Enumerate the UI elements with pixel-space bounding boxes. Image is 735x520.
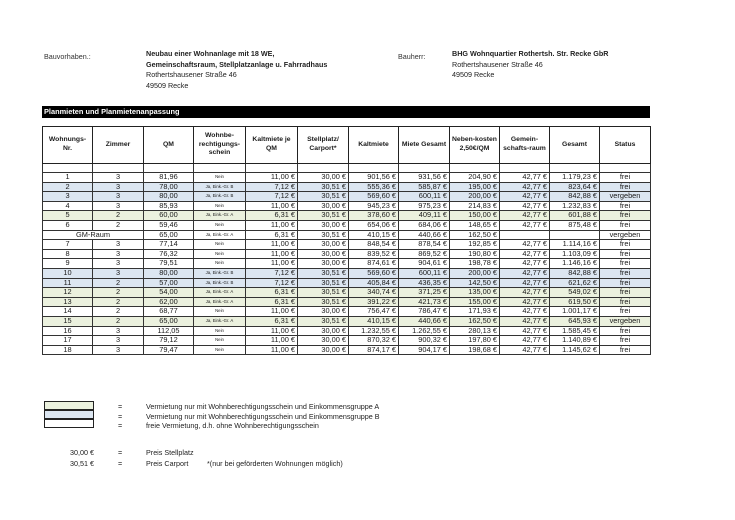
cell-zimmer: 2 <box>93 278 144 288</box>
cell-wbs: Ja, Eink.-Gr. A <box>194 297 246 307</box>
cell-wbs: Nein <box>194 173 246 183</box>
cell-gemeinschaftsraum <box>500 230 550 240</box>
cell-stellplatz: 30,00 € <box>298 201 349 211</box>
cell-stellplatz: 30,00 € <box>298 336 349 346</box>
cell-wbs: Ja, Eink.-Gr. B <box>194 278 246 288</box>
legend-swatch-free <box>44 419 94 428</box>
cell-gemeinschaftsraum: 42,77 € <box>500 192 550 202</box>
col-header-miete-gesamt: Miete Gesamt <box>399 127 450 164</box>
table-row <box>43 336 651 346</box>
cell-miete-gesamt: 931,56 € <box>399 173 450 183</box>
cell-status: frei <box>600 211 651 221</box>
cell-gemeinschaftsraum: 42,77 € <box>500 336 550 346</box>
cell-kaltmiete: 410,15 € <box>349 230 399 240</box>
price-carport-label: Preis Carport <box>146 459 189 468</box>
cell-zimmer: 3 <box>93 345 144 355</box>
cell-nebenkosten: 162,50 € <box>450 230 500 240</box>
cell-zimmer: 3 <box>93 173 144 183</box>
cell-kaltmiete: 410,15 € <box>349 316 399 326</box>
cell-kaltmiete-je-qm: 11,00 € <box>246 326 298 336</box>
cell-zimmer: 3 <box>93 201 144 211</box>
cell-gesamt: 601,88 € <box>550 211 600 221</box>
cell-kaltmiete: 1.232,55 € <box>349 326 399 336</box>
cell-status: frei <box>600 259 651 269</box>
blank-row <box>43 164 651 173</box>
cell-kaltmiete-je-qm: 6,31 € <box>246 297 298 307</box>
table-row <box>43 230 651 240</box>
table-header-row <box>43 127 651 164</box>
cell-zimmer: 3 <box>93 268 144 278</box>
cell-gemeinschaftsraum: 42,77 € <box>500 268 550 278</box>
cell-wohnungs-nr: 12 <box>43 288 93 298</box>
project-street: Rothertshausener Straße 46 <box>146 70 237 79</box>
cell-zimmer: 2 <box>93 297 144 307</box>
col-header-zimmer: Zimmer <box>93 127 144 164</box>
cell-gesamt: 842,88 € <box>550 268 600 278</box>
cell-nebenkosten: 162,50 € <box>450 316 500 326</box>
cell-miete-gesamt: 440,66 € <box>399 316 450 326</box>
cell-wbs: Nein <box>194 307 246 317</box>
legend-swatch-group-a <box>44 401 94 410</box>
table-row <box>43 240 651 250</box>
project-description <box>146 49 327 91</box>
cell-miete-gesamt: 440,66 € <box>399 230 450 240</box>
cell-gesamt: 645,93 € <box>550 316 600 326</box>
cell-kaltmiete: 874,61 € <box>349 259 399 269</box>
cell-qm: 60,00 <box>144 211 194 221</box>
cell-stellplatz: 30,51 € <box>298 297 349 307</box>
cell-stellplatz: 30,00 € <box>298 326 349 336</box>
cell-miete-gesamt: 869,52 € <box>399 249 450 259</box>
cell-stellplatz: 30,51 € <box>298 288 349 298</box>
cell-wohnungs-nr: 11 <box>43 278 93 288</box>
cell-gemeinschaftsraum: 42,77 € <box>500 307 550 317</box>
cell-gemeinschaftsraum: 42,77 € <box>500 278 550 288</box>
cell-wohnungs-nr: 9 <box>43 259 93 269</box>
cell-kaltmiete-je-qm: 11,00 € <box>246 201 298 211</box>
cell-wbs: Nein <box>194 259 246 269</box>
table-row <box>43 201 651 211</box>
cell-kaltmiete: 756,47 € <box>349 307 399 317</box>
cell-status: frei <box>600 278 651 288</box>
cell-gemeinschaftsraum: 42,77 € <box>500 288 550 298</box>
cell-wbs: Nein <box>194 249 246 259</box>
table-row <box>43 307 651 317</box>
cell-gemeinschaftsraum: 42,77 € <box>500 316 550 326</box>
cell-gesamt: 1.145,62 € <box>550 345 600 355</box>
cell-nebenkosten: 192,85 € <box>450 240 500 250</box>
cell-kaltmiete-je-qm: 7,12 € <box>246 192 298 202</box>
cell-miete-gesamt: 409,11 € <box>399 211 450 221</box>
cell-kaltmiete-je-qm: 11,00 € <box>246 240 298 250</box>
legend-swatch-group-b <box>44 410 94 419</box>
cell-nebenkosten: 198,78 € <box>450 259 500 269</box>
cell-stellplatz: 30,51 € <box>298 316 349 326</box>
cell-nebenkosten: 155,00 € <box>450 297 500 307</box>
cell-wohnungs-nr: 7 <box>43 240 93 250</box>
cell-gesamt: 842,88 € <box>550 192 600 202</box>
cell-nebenkosten: 195,00 € <box>450 182 500 192</box>
table-row <box>43 211 651 221</box>
cell-gesamt: 823,64 € <box>550 182 600 192</box>
table-row <box>43 192 651 202</box>
owner-name: BHG Wohnquartier Rothertsh. Str. Recke GbR <box>452 49 609 58</box>
cell-zimmer: 3 <box>93 336 144 346</box>
cell-nebenkosten: 200,00 € <box>450 192 500 202</box>
table-row <box>43 316 651 326</box>
cell-gesamt <box>550 230 600 240</box>
cell-kaltmiete: 569,60 € <box>349 268 399 278</box>
cell-gemeinschaftsraum: 42,77 € <box>500 259 550 269</box>
cell-miete-gesamt: 585,87 € <box>399 182 450 192</box>
price-carport-value: 30,51 € <box>70 459 94 468</box>
cell-miete-gesamt: 371,25 € <box>399 288 450 298</box>
cell-status: frei <box>600 297 651 307</box>
col-header-gemeinschaftsraum: Gemein-schafts-raum <box>500 127 550 164</box>
cell-kaltmiete: 555,36 € <box>349 182 399 192</box>
cell-stellplatz: 30,00 € <box>298 220 349 230</box>
legend-equals: = <box>118 421 123 430</box>
cell-wohnungs-nr: 6 <box>43 220 93 230</box>
table-row <box>43 249 651 259</box>
col-header-kaltmiete: Kaltmiete <box>349 127 399 164</box>
cell-kaltmiete-je-qm: 11,00 € <box>246 336 298 346</box>
table-row <box>43 220 651 230</box>
cell-wohnungs-nr: 17 <box>43 336 93 346</box>
cell-stellplatz: 30,51 € <box>298 211 349 221</box>
cell-status: frei <box>600 326 651 336</box>
cell-qm: 57,00 <box>144 278 194 288</box>
cell-status: frei <box>600 249 651 259</box>
cell-gemeinschaftsraum: 42,77 € <box>500 173 550 183</box>
cell-zimmer: 3 <box>93 192 144 202</box>
cell-wohnungs-nr: 2 <box>43 182 93 192</box>
cell-gemeinschaftsraum: 42,77 € <box>500 249 550 259</box>
cell-miete-gesamt: 436,35 € <box>399 278 450 288</box>
cell-kaltmiete: 391,22 € <box>349 297 399 307</box>
cell-gesamt: 621,62 € <box>550 278 600 288</box>
cell-gesamt: 1.585,45 € <box>550 326 600 336</box>
cell-miete-gesamt: 904,61 € <box>399 259 450 269</box>
cell-kaltmiete: 405,84 € <box>349 278 399 288</box>
legend-equals: = <box>118 412 123 421</box>
cell-wohnungs-nr: 10 <box>43 268 93 278</box>
cell-zimmer: 2 <box>93 288 144 298</box>
section-title-bar: Planmieten und Planmietenanpassung <box>42 106 650 118</box>
cell-wohnungs-nr: 4 <box>43 201 93 211</box>
cell-qm: 78,00 <box>144 182 194 192</box>
cell-status: frei <box>600 307 651 317</box>
cell-miete-gesamt: 600,11 € <box>399 268 450 278</box>
cell-kaltmiete-je-qm: 11,00 € <box>246 345 298 355</box>
cell-kaltmiete: 870,32 € <box>349 336 399 346</box>
cell-qm: 112,05 <box>144 326 194 336</box>
cell-wohnungs-nr: 8 <box>43 249 93 259</box>
cell-gemeinschaftsraum: 42,77 € <box>500 345 550 355</box>
owner-city: 49509 Recke <box>452 70 495 79</box>
cell-zimmer: 2 <box>93 316 144 326</box>
cell-kaltmiete-je-qm: 11,00 € <box>246 220 298 230</box>
cell-wohnungs-nr: GM-Raum <box>43 230 144 240</box>
cell-gemeinschaftsraum: 42,77 € <box>500 182 550 192</box>
table-row <box>43 288 651 298</box>
cell-kaltmiete-je-qm: 6,31 € <box>246 211 298 221</box>
cell-miete-gesamt: 786,47 € <box>399 307 450 317</box>
cell-stellplatz: 30,00 € <box>298 307 349 317</box>
owner-street: Rothertshausener Straße 46 <box>452 59 543 69</box>
cell-kaltmiete: 945,23 € <box>349 201 399 211</box>
cell-stellplatz: 30,51 € <box>298 278 349 288</box>
cell-gemeinschaftsraum: 42,77 € <box>500 297 550 307</box>
legend-text-free: freie Vermietung, d.h. ohne Wohnberechtigungsschein <box>146 421 319 430</box>
table-row <box>43 259 651 269</box>
cell-kaltmiete-je-qm: 11,00 € <box>246 249 298 259</box>
project-city: 49509 Recke <box>146 80 189 90</box>
table-row <box>43 297 651 307</box>
cell-nebenkosten: 142,50 € <box>450 278 500 288</box>
cell-qm: 79,51 <box>144 259 194 269</box>
cell-kaltmiete: 839,52 € <box>349 249 399 259</box>
cell-status: frei <box>600 240 651 250</box>
legend-text-group-a: Vermietung nur mit Wohnberechtigungsschein und Einkommensgruppe A <box>146 402 380 411</box>
cell-stellplatz: 30,00 € <box>298 249 349 259</box>
legend-text-group-b: Vermietung nur mit Wohnberechtigungsschein und Einkommensgruppe B <box>146 412 380 421</box>
cell-miete-gesamt: 1.262,55 € <box>399 326 450 336</box>
price-stellplatz-value: 30,00 € <box>70 448 94 457</box>
table-body <box>43 164 651 355</box>
cell-wohnungs-nr: 13 <box>43 297 93 307</box>
cell-wbs: Ja, Eink.-Gr. A <box>194 288 246 298</box>
cell-kaltmiete-je-qm: 11,00 € <box>246 307 298 317</box>
cell-qm: 65,00 <box>144 230 194 240</box>
cell-status: frei <box>600 288 651 298</box>
project-label: Bauvorhaben.: <box>44 52 91 61</box>
cell-status: frei <box>600 345 651 355</box>
owner-label: Bauherr: <box>398 52 426 61</box>
price-carport-note: *(nur bei geförderten Wohnungen möglich) <box>207 459 343 468</box>
cell-gesamt: 619,50 € <box>550 297 600 307</box>
cell-zimmer: 3 <box>93 240 144 250</box>
cell-gemeinschaftsraum: 42,77 € <box>500 326 550 336</box>
cell-nebenkosten: 148,65 € <box>450 220 500 230</box>
cell-status: vergeben <box>600 316 651 326</box>
cell-gemeinschaftsraum: 42,77 € <box>500 220 550 230</box>
cell-qm: 65,00 <box>144 316 194 326</box>
cell-gesamt: 1.001,17 € <box>550 307 600 317</box>
cell-wohnungs-nr: 15 <box>43 316 93 326</box>
cell-miete-gesamt: 900,32 € <box>399 336 450 346</box>
cell-wbs: Ja, Eink.-Gr. B <box>194 192 246 202</box>
cell-kaltmiete: 378,60 € <box>349 211 399 221</box>
cell-kaltmiete: 340,74 € <box>349 288 399 298</box>
legend-equals: = <box>118 402 123 411</box>
price-stellplatz-label: Preis Stellplatz <box>146 448 194 457</box>
legend-equals: = <box>118 448 123 457</box>
cell-kaltmiete-je-qm: 11,00 € <box>246 259 298 269</box>
cell-nebenkosten: 204,90 € <box>450 173 500 183</box>
cell-kaltmiete-je-qm: 6,31 € <box>246 288 298 298</box>
cell-gesamt: 1.114,16 € <box>550 240 600 250</box>
cell-zimmer: 2 <box>93 307 144 317</box>
cell-wbs: Ja, Eink.-Gr. A <box>194 316 246 326</box>
cell-kaltmiete-je-qm: 7,12 € <box>246 268 298 278</box>
cell-stellplatz: 30,00 € <box>298 345 349 355</box>
cell-kaltmiete-je-qm: 6,31 € <box>246 230 298 240</box>
cell-nebenkosten: 198,68 € <box>450 345 500 355</box>
cell-wbs: Nein <box>194 336 246 346</box>
col-header-wohnungs-nr: Wohnungs-Nr. <box>43 127 93 164</box>
cell-status: frei <box>600 336 651 346</box>
project-line-1: Neubau einer Wohnanlage mit 18 WE, <box>146 49 275 58</box>
cell-kaltmiete-je-qm: 7,12 € <box>246 278 298 288</box>
cell-gesamt: 549,02 € <box>550 288 600 298</box>
cell-qm: 80,00 <box>144 268 194 278</box>
cell-kaltmiete: 848,54 € <box>349 240 399 250</box>
cell-miete-gesamt: 684,06 € <box>399 220 450 230</box>
cell-status: frei <box>600 268 651 278</box>
cell-nebenkosten: 197,80 € <box>450 336 500 346</box>
col-header-qm: QM <box>144 127 194 164</box>
cell-gesamt: 1.146,16 € <box>550 259 600 269</box>
rent-table <box>42 126 651 355</box>
cell-kaltmiete: 901,56 € <box>349 173 399 183</box>
cell-zimmer: 2 <box>93 211 144 221</box>
cell-nebenkosten: 200,00 € <box>450 268 500 278</box>
table-row <box>43 345 651 355</box>
cell-gemeinschaftsraum: 42,77 € <box>500 240 550 250</box>
cell-wbs: Ja, Eink.-Gr. B <box>194 182 246 192</box>
table-row <box>43 173 651 183</box>
cell-kaltmiete: 874,17 € <box>349 345 399 355</box>
col-header-wbs: Wohnbe-rechtigungs-schein <box>194 127 246 164</box>
cell-gemeinschaftsraum: 42,77 € <box>500 211 550 221</box>
cell-status: frei <box>600 173 651 183</box>
cell-wbs: Nein <box>194 326 246 336</box>
cell-gesamt: 1.140,89 € <box>550 336 600 346</box>
cell-wohnungs-nr: 5 <box>43 211 93 221</box>
cell-qm: 80,00 <box>144 192 194 202</box>
cell-gesamt: 1.232,83 € <box>550 201 600 211</box>
cell-gemeinschaftsraum: 42,77 € <box>500 201 550 211</box>
cell-stellplatz: 30,00 € <box>298 173 349 183</box>
cell-kaltmiete-je-qm: 11,00 € <box>246 173 298 183</box>
cell-nebenkosten: 150,00 € <box>450 211 500 221</box>
table-row <box>43 182 651 192</box>
cell-gesamt: 875,48 € <box>550 220 600 230</box>
cell-status: vergeben <box>600 192 651 202</box>
cell-stellplatz: 30,51 € <box>298 192 349 202</box>
cell-qm: 79,47 <box>144 345 194 355</box>
cell-nebenkosten: 171,93 € <box>450 307 500 317</box>
cell-wohnungs-nr: 3 <box>43 192 93 202</box>
cell-wbs: Nein <box>194 220 246 230</box>
cell-nebenkosten: 135,00 € <box>450 288 500 298</box>
cell-wbs: Nein <box>194 240 246 250</box>
cell-zimmer: 3 <box>93 259 144 269</box>
cell-wohnungs-nr: 16 <box>43 326 93 336</box>
owner-description <box>452 49 608 81</box>
cell-miete-gesamt: 878,54 € <box>399 240 450 250</box>
cell-kaltmiete-je-qm: 6,31 € <box>246 316 298 326</box>
cell-wbs: Nein <box>194 345 246 355</box>
cell-qm: 81,96 <box>144 173 194 183</box>
cell-stellplatz: 30,00 € <box>298 259 349 269</box>
cell-status: frei <box>600 182 651 192</box>
cell-qm: 54,00 <box>144 288 194 298</box>
cell-nebenkosten: 214,83 € <box>450 201 500 211</box>
cell-qm: 59,46 <box>144 220 194 230</box>
cell-stellplatz: 30,51 € <box>298 268 349 278</box>
cell-kaltmiete: 654,06 € <box>349 220 399 230</box>
col-header-gesamt: Gesamt <box>550 127 600 164</box>
cell-kaltmiete-je-qm: 7,12 € <box>246 182 298 192</box>
cell-gesamt: 1.103,09 € <box>550 249 600 259</box>
col-header-status: Status <box>600 127 651 164</box>
cell-wohnungs-nr: 1 <box>43 173 93 183</box>
legend-equals: = <box>118 459 123 468</box>
col-header-kaltmiete-je-qm: Kaltmiete je QM <box>246 127 298 164</box>
cell-status: vergeben <box>600 230 651 240</box>
cell-qm: 68,77 <box>144 307 194 317</box>
cell-zimmer: 3 <box>93 182 144 192</box>
cell-gesamt: 1.179,23 € <box>550 173 600 183</box>
cell-stellplatz: 30,00 € <box>298 240 349 250</box>
cell-qm: 77,14 <box>144 240 194 250</box>
cell-miete-gesamt: 600,11 € <box>399 192 450 202</box>
table-row <box>43 326 651 336</box>
cell-wohnungs-nr: 14 <box>43 307 93 317</box>
cell-zimmer: 2 <box>93 220 144 230</box>
cell-qm: 76,32 <box>144 249 194 259</box>
cell-qm: 85,93 <box>144 201 194 211</box>
cell-stellplatz: 30,51 € <box>298 182 349 192</box>
cell-nebenkosten: 280,13 € <box>450 326 500 336</box>
cell-kaltmiete: 569,60 € <box>349 192 399 202</box>
cell-wbs: Ja, Eink.-Gr. A <box>194 211 246 221</box>
table-row <box>43 268 651 278</box>
cell-miete-gesamt: 904,17 € <box>399 345 450 355</box>
cell-zimmer: 3 <box>93 249 144 259</box>
cell-nebenkosten: 190,80 € <box>450 249 500 259</box>
cell-status: frei <box>600 220 651 230</box>
cell-wbs: Ja, Eink.-Gr. B <box>194 268 246 278</box>
col-header-stellplatz: Stellplatz/ Carport* <box>298 127 349 164</box>
cell-qm: 62,00 <box>144 297 194 307</box>
cell-miete-gesamt: 975,23 € <box>399 201 450 211</box>
table-row <box>43 278 651 288</box>
cell-zimmer: 3 <box>93 326 144 336</box>
col-header-nebenkosten: Neben-kosten 2,50€/QM <box>450 127 500 164</box>
cell-wbs: Ja, Eink.-Gr. A <box>194 230 246 240</box>
cell-wbs: Nein <box>194 201 246 211</box>
cell-miete-gesamt: 421,73 € <box>399 297 450 307</box>
cell-status: frei <box>600 201 651 211</box>
project-line-2: Gemeinschaftsraum, Stellplatzanlage u. Fahrradhaus <box>146 59 328 69</box>
cell-stellplatz: 30,51 € <box>298 230 349 240</box>
cell-wohnungs-nr: 18 <box>43 345 93 355</box>
cell-qm: 79,12 <box>144 336 194 346</box>
